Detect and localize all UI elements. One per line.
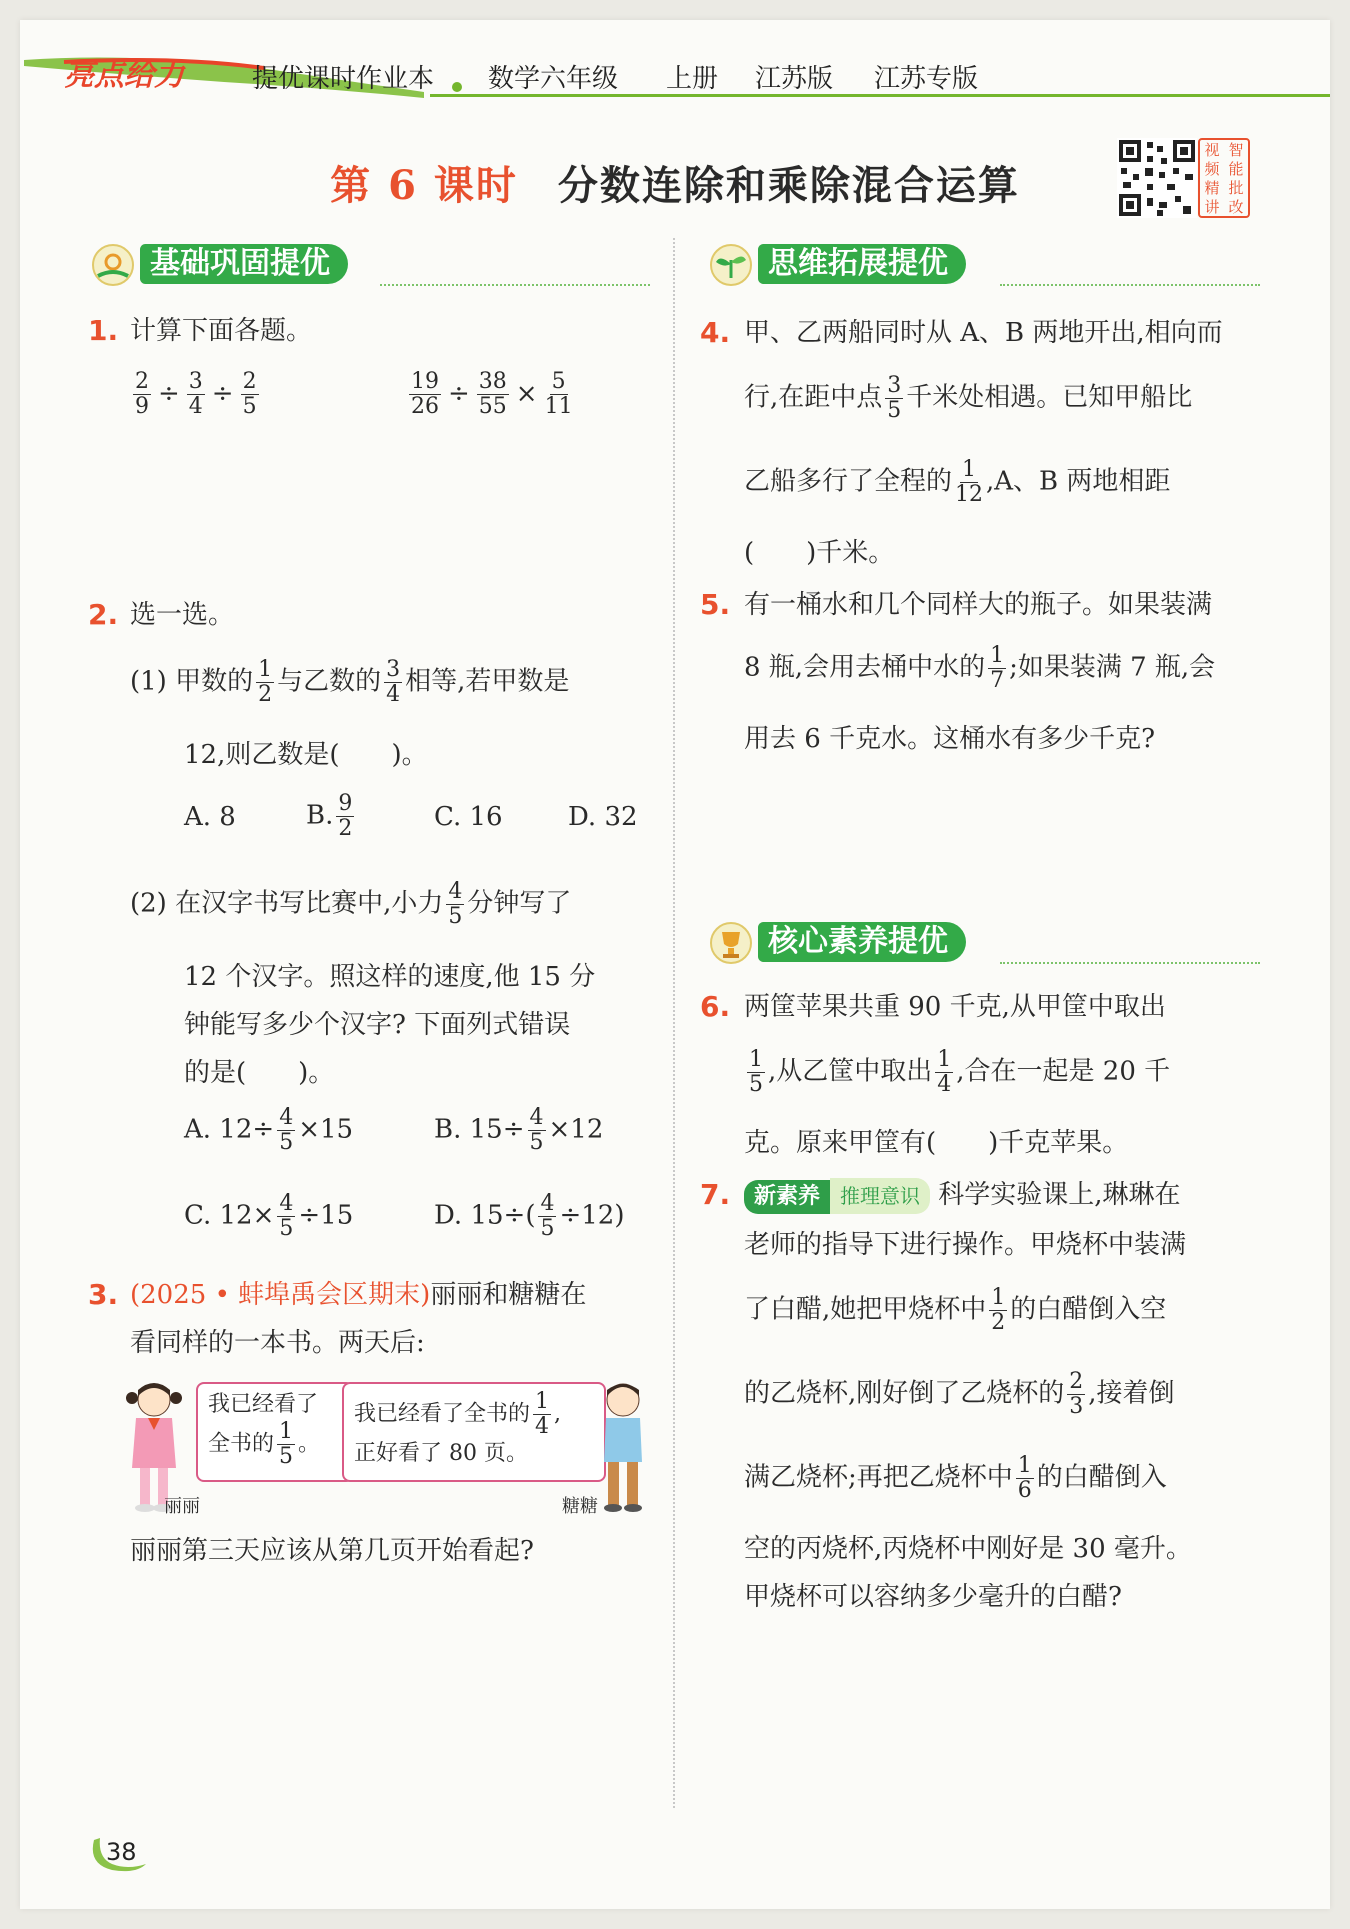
q4-line3: 乙船多行了全程的 $\frac{1}{12}$ ,A、B 两地相距 — [744, 457, 1171, 507]
fraction: $\frac{1}{5}$ — [279, 1419, 294, 1469]
name-lili: 丽丽 — [164, 1496, 200, 1517]
qr-char: 智 — [1228, 141, 1244, 159]
fraction: $\frac{1}{4}$ — [535, 1389, 550, 1439]
q3-source: (2025 • 蚌埠禹会区期末) — [130, 1280, 431, 1310]
q1-text: 计算下面各题。 — [130, 316, 313, 346]
section-thinking-label: 思维拓展提优 — [758, 244, 966, 284]
lesson-topic: 分数连除和乘除混合运算 — [557, 162, 1020, 209]
q4-line2: 行,在距中点 $\frac{3}{5}$ 千米处相遇。已知甲船比 — [744, 373, 1193, 423]
trophy-icon — [708, 920, 754, 966]
q3-question: 丽丽第三天应该从第几页开始看起? — [130, 1536, 534, 1566]
q4-number: 4. — [700, 316, 731, 349]
fraction: $\frac{38}{55}$ — [478, 369, 507, 419]
q1-expr2: $\frac{19}{26}$ ÷ $\frac{38}{55}$ × $\frac{5}{11}$ — [411, 369, 573, 419]
section-core — [708, 920, 1260, 966]
q2-part2-line3: 钟能写多少个汉字? 下面列式错误 — [184, 1010, 571, 1040]
option-d[interactable]: D. 32 — [568, 802, 638, 832]
option-c[interactable]: C. 16 — [434, 802, 503, 832]
q5-line2: 8 瓶,会用去桶中水的 $\frac{1}{7}$ ;如果装满 7 瓶,会 — [744, 643, 1216, 693]
qr-char: 能 — [1228, 160, 1244, 178]
speech-bubble-lili: 我已经看了 全书的 $\frac{1}{5}$ 。 — [196, 1382, 354, 1482]
q2-number: 2. — [88, 598, 119, 631]
fraction: $\frac{5}{11}$ — [544, 369, 573, 419]
fraction: $\frac{1}{2}$ — [991, 1285, 1006, 1335]
brand-logo: 亮点给力 — [64, 58, 184, 93]
header-special: 江苏专版 — [874, 64, 979, 94]
sprout-icon — [708, 242, 754, 288]
section-basic — [90, 242, 650, 288]
header-volume: 上册 — [666, 64, 719, 94]
q2-part1-line1: (1) 甲数的 $\frac{1}{2}$ 与乙数的 $\frac{3}{4}$ 相等,若甲数是 — [130, 657, 570, 707]
header-rule — [430, 94, 1330, 97]
fraction: $\frac{3}{4}$ — [386, 657, 401, 707]
fraction: $\frac{1}{6}$ — [1017, 1453, 1032, 1503]
section-dots — [1000, 284, 1260, 286]
fraction: $\frac{1}{5}$ — [749, 1047, 763, 1097]
fraction: $\frac{2}{9}$ — [135, 369, 149, 419]
section-basic-label: 基础巩固提优 — [140, 244, 348, 284]
q3-number: 3. — [88, 1278, 119, 1311]
qr-char: 视 — [1204, 141, 1220, 159]
section-dots — [380, 284, 650, 286]
qr-char: 讲 — [1204, 198, 1220, 216]
q1-number: 1. — [88, 314, 119, 347]
video-label[interactable] — [1198, 138, 1250, 218]
header-book: 提优课时作业本 — [252, 64, 435, 94]
fraction: $\frac{3}{4}$ — [188, 369, 203, 419]
name-tangtang: 糖糖 — [562, 1496, 598, 1517]
section-dots — [1000, 962, 1260, 964]
q4-line1: 甲、乙两船同时从 A、B 两地开出,相向而 — [744, 318, 1223, 348]
speech-bubble-tangtang: 我已经看了全书的 $\frac{1}{4}$ , 正好看了 80 页。 — [342, 1382, 606, 1482]
q3-line1: (2025 • 蚌埠禹会区期末)丽丽和糖糖在 — [130, 1280, 587, 1310]
q2-part1-line2: 12,则乙数是( )。 — [184, 740, 428, 770]
q7-line6: 空的丙烧杯,丙烧杯中刚好是 30 毫升。 — [744, 1534, 1192, 1564]
option-b[interactable]: B. $\frac{9}{2}$ — [306, 791, 353, 841]
q1-expr1: $\frac{2}{9}$ ÷ $\frac{3}{4}$ ÷ $\frac{2}{5}$ — [135, 369, 257, 419]
q2-text: 选一选。 — [130, 600, 235, 630]
q5-number: 5. — [700, 588, 731, 621]
header-edition: 江苏版 — [755, 64, 834, 94]
qr-char: 改 — [1228, 198, 1244, 216]
q6-line2: $\frac{1}{5}$ ,从乙筐中取出 $\frac{1}{4}$ ,合在一起是 20 千 — [749, 1047, 1171, 1097]
q5-line1: 有一桶水和几个同样大的瓶子。如果装满 — [744, 590, 1213, 620]
q7-line4: 的乙烧杯,刚好倒了乙烧杯的 $\frac{2}{3}$ ,接着倒 — [744, 1369, 1175, 1419]
header-dot — [452, 82, 462, 92]
q2-part2-option-a[interactable]: A. 12÷ $\frac{4}{5}$ ×15 — [184, 1105, 354, 1155]
section-core-label: 核心素养提优 — [758, 922, 966, 962]
fraction: $\frac{4}{5}$ — [448, 879, 463, 929]
q6-line1: 两筐苹果共重 90 千克,从甲筐中取出 — [744, 992, 1166, 1022]
new-literacy-tag: 新素养 — [744, 1180, 830, 1214]
qr-char: 频 — [1204, 160, 1220, 178]
header-subject: 数学六年级 — [488, 64, 619, 94]
qr-code-icon[interactable] — [1117, 138, 1197, 218]
q6-number: 6. — [700, 990, 731, 1023]
q5-line3: 用去 6 千克水。这桶水有多少千克? — [744, 724, 1156, 754]
fraction: $\frac{2}{5}$ — [242, 369, 257, 419]
fraction: $\frac{19}{26}$ — [411, 369, 439, 419]
q7-line2: 老师的指导下进行操作。甲烧杯中装满 — [744, 1230, 1187, 1260]
q7-number: 7. — [700, 1178, 731, 1211]
q7-line5: 满乙烧杯;再把乙烧杯中 $\frac{1}{6}$ 的白醋倒入 — [744, 1453, 1167, 1503]
fraction: $\frac{2}{3}$ — [1069, 1369, 1084, 1419]
q2-part2-line4: 的是( )。 — [184, 1058, 335, 1088]
page-number: 38 — [106, 1838, 137, 1866]
q2-part2-option-d[interactable]: D. 15÷( $\frac{4}{5}$ ÷12) — [434, 1191, 625, 1241]
section-thinking — [708, 242, 1260, 288]
q2-part2-option-b[interactable]: B. 15÷ $\frac{4}{5}$ ×12 — [434, 1105, 604, 1155]
q2-part2-line1: (2) 在汉字书写比赛中,小力 $\frac{4}{5}$ 分钟写了 — [130, 879, 572, 929]
fraction: $\frac{1}{2}$ — [258, 657, 273, 707]
reasoning-tag: 推理意识 — [830, 1178, 930, 1214]
q7-line1: 新素养 推理意识 科学实验课上,琳琳在 — [744, 1178, 1181, 1214]
q6-line3: 克。原来甲筐有( )千克苹果。 — [744, 1128, 1129, 1158]
fraction: $\frac{3}{5}$ — [887, 373, 902, 423]
qr-char: 精 — [1204, 179, 1220, 197]
gear-leaf-icon — [90, 242, 136, 288]
qr-char: 批 — [1228, 179, 1244, 197]
fraction: $\frac{1}{12}$ — [955, 457, 984, 507]
column-divider — [673, 238, 675, 1808]
q3-line2: 看同样的一本书。两天后: — [130, 1328, 425, 1358]
q4-line4: ( )千米。 — [744, 538, 895, 568]
q2-part2-option-c[interactable]: C. 12× $\frac{4}{5}$ ÷15 — [184, 1191, 354, 1241]
q2-part2-line2: 12 个汉字。照这样的速度,他 15 分 — [184, 962, 596, 992]
fraction: $\frac{1}{7}$ — [990, 643, 1005, 693]
q7-line7: 甲烧杯可以容纳多少毫升的白醋? — [744, 1582, 1122, 1612]
lesson-label: 第 6 课时 — [330, 162, 518, 209]
boy-illustration — [590, 1378, 656, 1516]
option-a[interactable]: A. 8 — [184, 802, 236, 832]
q7-line3: 了白醋,她把甲烧杯中 $\frac{1}{2}$ 的白醋倒入空 — [744, 1285, 1167, 1335]
fraction: $\frac{1}{4}$ — [937, 1047, 952, 1097]
